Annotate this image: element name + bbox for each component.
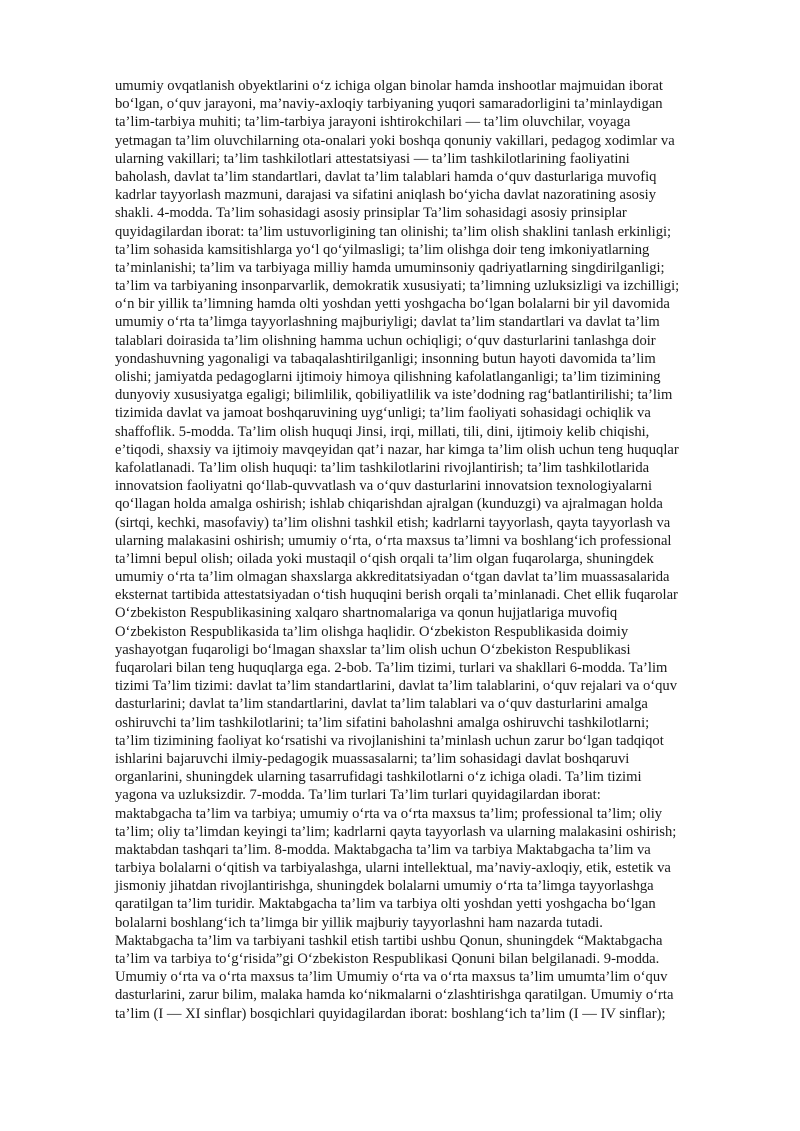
text-line: kafolatlanadi. Ta’lim olish huquqi: ta’lim tashkilotlarini rivojlantirish; ta’lim tashkilotlarida bbox=[115, 459, 650, 476]
text-line: dasturlarini, zarur bilim, malaka hamda ko‘nikmalarni o‘zlashtirishga qaratilgan. Umumiy o‘rta bbox=[115, 987, 674, 1004]
text-line: ta’lim sohasida kamsitishlarga yo‘l qo‘yilmasligi; ta’lim olishga doir teng imkoniyatlarning bbox=[115, 241, 650, 258]
text-line: oshiruvchi ta’lim tashkilotlarini; ta’lim sifatini baholashni amalga oshiruvchi tashkilotlarni; bbox=[115, 714, 650, 731]
text-line: kadrlar tayyorlash mazmuni, darajasi va sifatini aniqlash bo‘yicha davlat nazoratining asosiy bbox=[115, 187, 657, 204]
text-line: yashayotgan fuqaroligi bo‘lmagan shaxslar ta’lim olish uchun O‘zbekiston Respublikasi bbox=[115, 641, 631, 658]
text-line: umumiy o‘rta ta’lim olmagan shaxslarga akkreditatsiyadan o‘tgan davlat ta’lim muassasalarida bbox=[115, 569, 670, 586]
document-page bbox=[115, 77, 745, 1023]
text-line: ta’lim (I — XI sinflar) bosqichlari quyidagilardan iborat: boshlang‘ich ta’lim (I — IV sinflar); bbox=[115, 1005, 666, 1022]
text-line: shaffoflik. 5-modda. Ta’lim olish huquqi Jinsi, irqi, millati, tili, dini, ijtimoiy kelib chiqishi, bbox=[115, 423, 650, 440]
text-line: Maktabgacha ta’lim va tarbiyani tashkil etish tartibi ushbu Qonun, shuningdek “Maktabgacha bbox=[115, 932, 663, 949]
text-line: shakli. 4-modda. Ta’lim sohasidagi asosiy prinsiplar Ta’lim sohasidagi asosiy prinsiplar bbox=[115, 205, 627, 222]
text-line: organlarini, shuningdek ularning tasarrufidagi tashkilotlarni o‘z ichiga oladi. Ta’lim tizimi bbox=[115, 769, 642, 786]
text-line: O‘zbekiston Respublikasining xalqaro shartnomalariga va qonun hujjatlariga muvofiq bbox=[115, 605, 618, 622]
text-line: yondashuvning yagonaligi va tabaqalashtirilganligi; insonning butun hayoti davomida ta’lim bbox=[115, 350, 656, 367]
text-line: umumiy o‘rta ta’limga tayyorlashning majburiyligi; davlat ta’lim standartlari va davlat ta’lim bbox=[115, 314, 660, 331]
text-line: maktabdan tashqari ta’lim. 8-modda. Maktabgacha ta’lim va tarbiya Maktabgacha ta’lim va bbox=[115, 841, 651, 858]
text-line: baholash, davlat ta’lim standartlari, davlat ta’lim talablari hamda o‘quv dasturlariga muvofiq bbox=[115, 168, 657, 185]
text-line: O‘zbekiston Respublikasida ta’lim olishga haqlidir. O‘zbekiston Respublikasida doimiy bbox=[115, 623, 629, 640]
text-line: tizimi Ta’lim tizimi: davlat ta’lim standartlarini, davlat ta’lim talablarini, o‘quv rejalari va o‘quv bbox=[115, 678, 678, 695]
text-line: ularning malakasini oshirish; umumiy o‘rta, o‘rta maxsus ta’limni va boshlang‘ich professional bbox=[115, 532, 672, 549]
text-line: qaratilgan ta’lim turidir. Maktabgacha ta’lim va tarbiya olti yoshdan yetti yoshgacha bo‘lgan bbox=[115, 896, 656, 913]
text-line: tarbiya bolalarni o‘qitish va tarbiyalashga, ularni intellektual, ma’naviy-axloqiy, etik, estetik va bbox=[115, 860, 671, 877]
text-line: bolalarni boshlang‘ich ta’limga bir yillik majburiy tayyorlashni ham nazarda tutadi. bbox=[115, 914, 603, 931]
text-line: eksternat tartibida attestatsiyadan o‘tish huquqini berish orqali ta’minlanadi. Chet ellik fuqarolar bbox=[115, 587, 678, 604]
text-line: yetmagan ta’lim oluvchilarning ota-onalari yoki boshqa qonuniy vakillari, pedagog xodimlar va bbox=[115, 132, 675, 149]
text-line: ta’minlanishi; ta’lim va tarbiyaga milliy hamda umuminsoniy qadriyatlarning singdirilganligi; bbox=[115, 259, 665, 276]
text-line: ta’lim-tarbiya muhiti; ta’lim-tarbiya jarayoni ishtirokchilari — ta’lim oluvchilar, voyaga bbox=[115, 114, 631, 131]
text-line: Umumiy o‘rta va o‘rta maxsus ta’lim Umumiy o‘rta va o‘rta maxsus ta’lim umumta’lim o‘quv bbox=[115, 969, 668, 986]
text-line: dasturlarini; davlat ta’lim standartlarini, davlat ta’lim talablari va o‘quv dasturlarini amalga bbox=[115, 696, 648, 713]
text-line: ta’lim; oliy ta’limdan keyingi ta’lim; kadrlarni qayta tayyorlash va ularning malakasini oshirish; bbox=[115, 823, 677, 840]
text-line: ta’limni bepul olish; oilada yoki mustaqil o‘qish orqali ta’lim olgan fuqarolarga, shuningdek bbox=[115, 550, 654, 567]
text-line: o‘n bir yillik ta’limning hamda olti yoshdan yetti yoshgacha bo‘lgan bolalarni bir yil davomida bbox=[115, 296, 670, 313]
text-line: (sirtqi, kechki, masofaviy) ta’lim olishni tashkil etish; kadrlarni tayyorlash, qayta tayyorlash va bbox=[115, 514, 671, 531]
text-line: ta’lim tizimining faoliyat ko‘rsatishi va rivojlanishini ta’minlash uchun zarur bo‘lgan tadqiqot bbox=[115, 732, 664, 749]
text-line: dunyoviy xususiyatga egaligi; bilimlilik, qobiliyatlilik va iste’dodning rag‘batlantirilishi; ta’lim bbox=[115, 387, 673, 404]
text-line: yagona va uzluksizdir. 7-modda. Ta’lim turlari Ta’lim turlari quyidagilardan iborat: bbox=[115, 787, 601, 804]
text-line: ta’lim va tarbiya to‘g‘risida”gi O‘zbekiston Respublikasi Qonuni bilan belgilanadi. 9-modda. bbox=[115, 951, 660, 967]
text-line: bo‘lgan, o‘quv jarayoni, ma’naviy-axloqiy tarbiyaning yuqori samaradorligini ta’minlaydigan bbox=[115, 96, 663, 113]
text-line: innovatsion faoliyatni qo‘llab-quvvatlash va o‘quv dasturlarini innovatsion texnologiyalarni bbox=[115, 478, 653, 495]
text-line: tizimida davlat va jamoat boshqaruvining uyg‘unligi; ta’lim faoliyati sohasidagi ochiqlik va bbox=[115, 405, 651, 422]
text-line: talablari doirasida ta’lim olishning hamma uchun ochiqligi; o‘quv dasturlarini tanlashga doir bbox=[115, 332, 656, 349]
text-line: olishi; jamiyatda pedagoglarni ijtimoiy himoya qilishning kafolatlanganligi; ta’lim tizimining bbox=[115, 369, 661, 385]
text-line: fuqarolari bilan teng huquqlarga ega. 2-bob. Ta’lim tizimi, turlari va shakllari 6-modda. Ta’lim bbox=[115, 660, 668, 676]
text-line: maktabgacha ta’lim va tarbiya; umumiy o‘rta va o‘rta maxsus ta’lim; professional ta’lim; oliy bbox=[115, 805, 663, 822]
text-line: jismoniy jihatdan rivojlantirishga, shuningdek bolalarni umumiy o‘rta ta’limga tayyorlashga bbox=[115, 878, 654, 895]
text-line: umumiy ovqatlanish obyektlarini o‘z ichiga olgan binolar hamda inshootlar majmuidan iborat bbox=[115, 78, 663, 94]
text-line: ishlarini bajaruvchi ilmiy-pedagogik muassasalarni; ta’lim sohasidagi davlat boshqaruvi bbox=[115, 750, 630, 767]
text-line: qo‘llagan holda amalga oshirish; ishlab chiqarishdan ajralgan (kunduzgi) va ajralmagan holda bbox=[115, 496, 663, 513]
text-line: quyidagilardan iborat: ta’lim ustuvorligining tan olinishi; ta’lim olish shaklini tanlash erkinligi; bbox=[115, 223, 672, 240]
text-line: ularning vakillari; ta’lim tashkilotlari attestatsiyasi — ta’lim tashkilotlarining faoliyatini bbox=[115, 150, 630, 167]
text-line: e’tiqodi, shaxsiy va ijtimoiy mavqeyidan qat’i nazar, har kimga ta’lim olish uchun teng huquqlar bbox=[115, 441, 679, 458]
text-line: ta’lim va tarbiyaning insonparvarlik, demokratik xususiyati; ta’limning uzluksizligi va izchilligi; bbox=[115, 278, 680, 295]
